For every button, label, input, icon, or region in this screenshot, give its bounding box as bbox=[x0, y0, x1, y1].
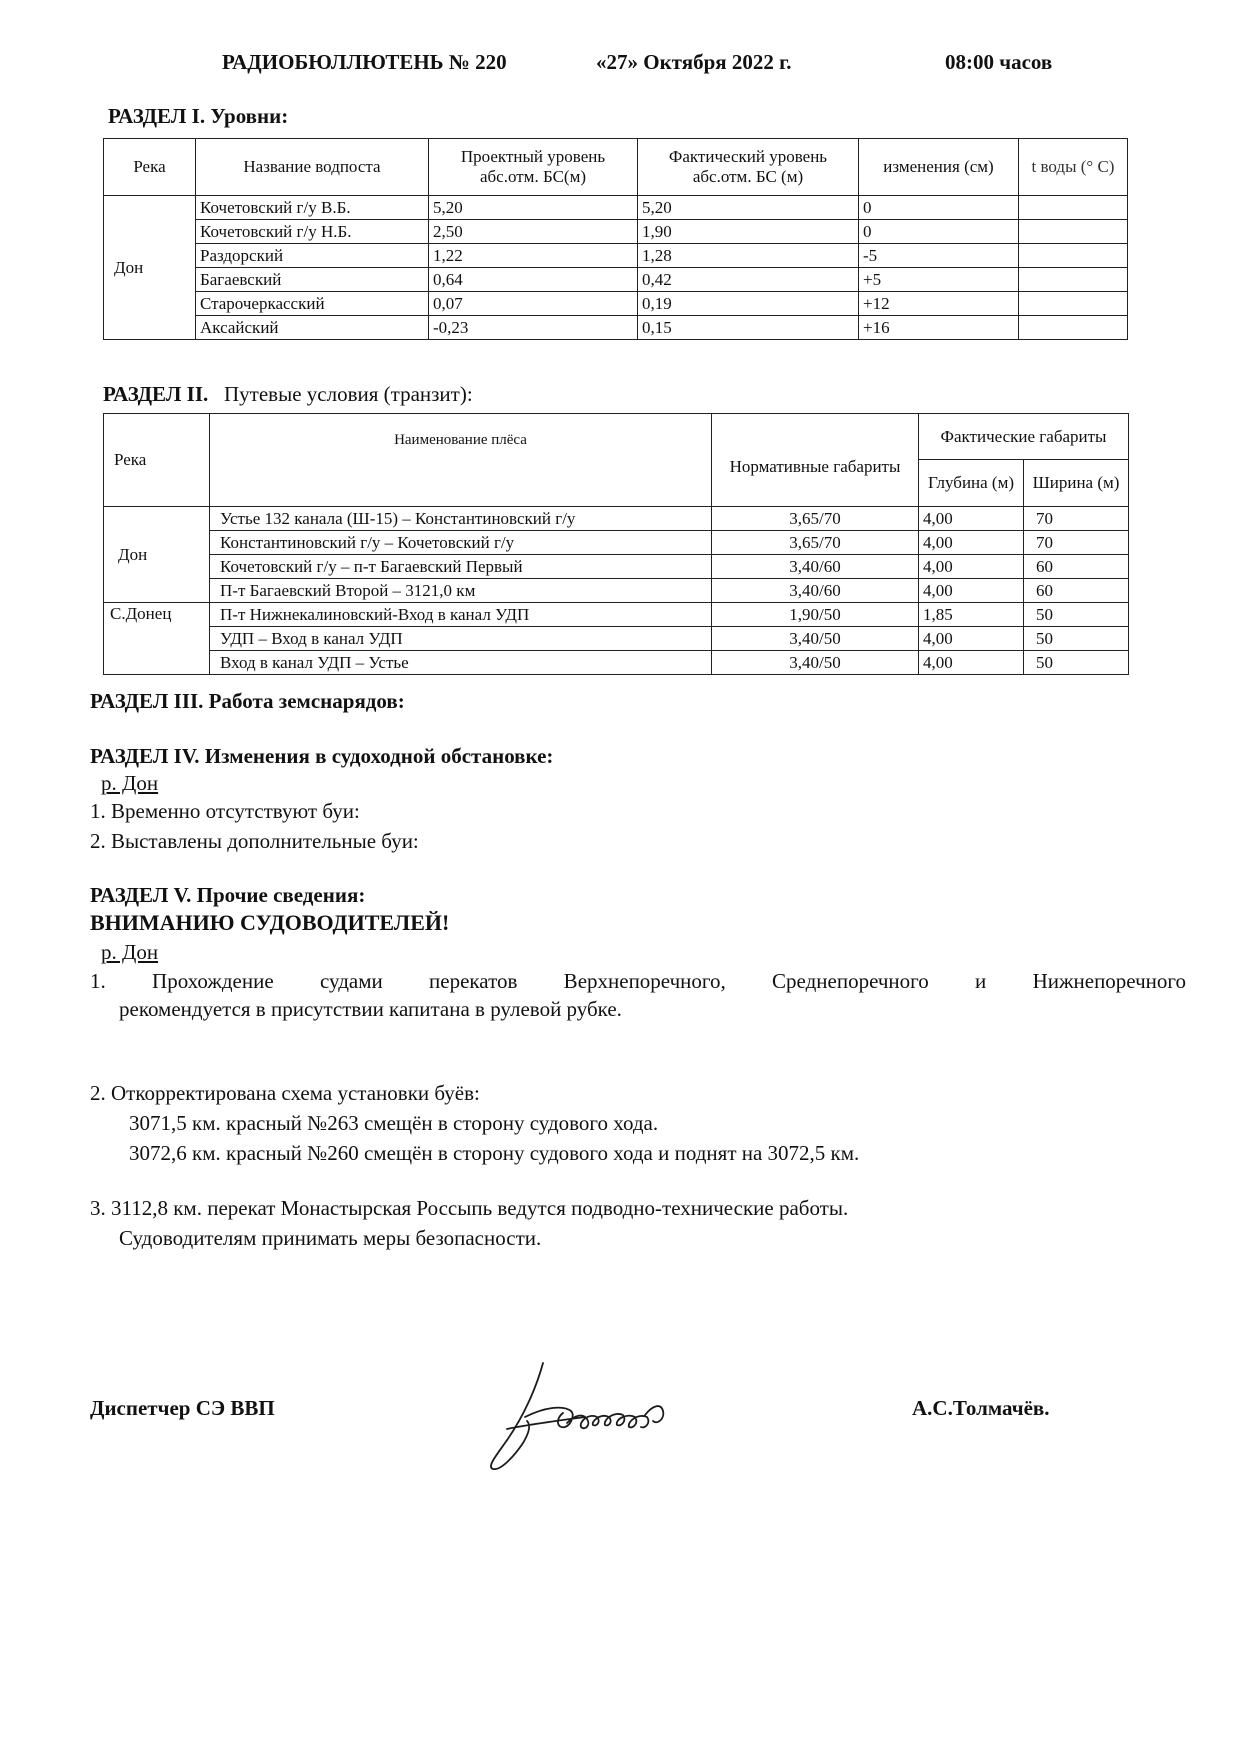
table-row bbox=[104, 244, 1128, 268]
width-cell: 60 bbox=[1024, 555, 1129, 579]
attention-heading: ВНИМАНИЮ СУДОВОДИТЕЛЕЙ! bbox=[90, 910, 450, 935]
col-header-actual-level: Фактический уровень абс.отм. БС (м) bbox=[638, 139, 859, 196]
temp-cell bbox=[1019, 244, 1128, 268]
col-header-stretch: Наименование плёса bbox=[210, 414, 712, 507]
actual-cell: 1,90 bbox=[638, 220, 859, 244]
section-5-title: РАЗДЕЛ V. Прочие сведения: bbox=[90, 883, 366, 907]
section-4-item-1: 1. Временно отсутствуют буи: bbox=[90, 799, 360, 823]
table-row bbox=[104, 268, 1128, 292]
post-cell: Кочетовский г/у В.Б. bbox=[196, 196, 429, 220]
normative-cell: 3,40/50 bbox=[712, 627, 919, 651]
levels-table bbox=[103, 138, 1128, 340]
post-cell: Раздорский bbox=[196, 244, 429, 268]
col-header-water-temp: t воды (° С) bbox=[1019, 139, 1128, 196]
actual-cell: 0,15 bbox=[638, 316, 859, 340]
actual-cell: 0,19 bbox=[638, 292, 859, 316]
actual-cell: 5,20 bbox=[638, 196, 859, 220]
section-4-river: р. Дон bbox=[101, 771, 159, 795]
depth-cell: 4,00 bbox=[919, 531, 1024, 555]
design-cell: 1,22 bbox=[429, 244, 638, 268]
design-cell: 0,07 bbox=[429, 292, 638, 316]
design-cell: -0,23 bbox=[429, 316, 638, 340]
depth-cell: 4,00 bbox=[919, 627, 1024, 651]
depth-cell: 4,00 bbox=[919, 579, 1024, 603]
col-header-change: изменения (см) bbox=[859, 139, 1019, 196]
post-cell: Аксайский bbox=[196, 316, 429, 340]
section-5-item-2-line-1: 2. Откорректирована схема установки буёв: bbox=[90, 1081, 480, 1105]
river-cell: Дон bbox=[104, 196, 196, 340]
stretch-cell: Вход в канал УДП – Устье bbox=[210, 651, 712, 675]
route-header-row bbox=[104, 414, 1129, 460]
depth-cell: 4,00 bbox=[919, 555, 1024, 579]
table-row bbox=[104, 531, 1129, 555]
width-cell: 60 bbox=[1024, 579, 1129, 603]
post-cell: Старочеркасский bbox=[196, 292, 429, 316]
col-header-width: Ширина (м) bbox=[1024, 460, 1129, 507]
normative-cell: 3,40/60 bbox=[712, 555, 919, 579]
width-cell: 50 bbox=[1024, 651, 1129, 675]
section-4-title: РАЗДЕЛ IV. Изменения в судоходной обстановке: bbox=[90, 744, 554, 768]
normative-cell: 1,90/50 bbox=[712, 603, 919, 627]
bulletin-date: «27» Октября 2022 г. bbox=[596, 50, 792, 74]
depth-cell: 4,00 bbox=[919, 507, 1024, 531]
normative-cell: 3,65/70 bbox=[712, 507, 919, 531]
section-2-title-text: Путевые условия (транзит): bbox=[224, 382, 473, 406]
section-2-title bbox=[103, 382, 473, 407]
section-3-title: РАЗДЕЛ III. Работа земснарядов: bbox=[90, 689, 405, 713]
bulletin-time: 08:00 часов bbox=[945, 50, 1053, 74]
stretch-cell: Кочетовский г/у – п-т Багаевский Первый bbox=[210, 555, 712, 579]
table-row bbox=[104, 651, 1129, 675]
section-4-item-2: 2. Выставлены дополнительные буи: bbox=[90, 829, 419, 853]
river-cell: С.Донец bbox=[104, 603, 210, 675]
section-5-item-2-line-2: 3071,5 км. красный №263 смещён в сторону судового хода. bbox=[129, 1111, 659, 1135]
levels-header-row bbox=[104, 139, 1128, 196]
design-cell: 5,20 bbox=[429, 196, 638, 220]
post-cell: Кочетовский г/у Н.Б. bbox=[196, 220, 429, 244]
change-cell: +16 bbox=[859, 316, 1019, 340]
temp-cell bbox=[1019, 220, 1128, 244]
section-5-item-1-line-2: рекомендуется в присутствии капитана в рулевой рубке. bbox=[119, 997, 622, 1021]
temp-cell bbox=[1019, 196, 1128, 220]
table-row bbox=[104, 316, 1128, 340]
actual-cell: 0,42 bbox=[638, 268, 859, 292]
stretch-cell: П-т Багаевский Второй – 3121,0 км bbox=[210, 579, 712, 603]
col-header-normative: Нормативные габариты bbox=[712, 414, 919, 507]
dispatcher-position: Диспетчер СЭ ВВП bbox=[90, 1396, 275, 1420]
change-cell: -5 bbox=[859, 244, 1019, 268]
normative-cell: 3,40/60 bbox=[712, 579, 919, 603]
river-cell: Дон bbox=[104, 507, 210, 603]
width-cell: 50 bbox=[1024, 603, 1129, 627]
bulletin-header bbox=[222, 50, 1122, 80]
table-row bbox=[104, 196, 1128, 220]
depth-cell: 4,00 bbox=[919, 651, 1024, 675]
section-1-title-text: РАЗДЕЛ I. Уровни: bbox=[108, 104, 289, 128]
section-5-item-2-line-3: 3072,6 км. красный №260 смещён в сторону судового хода и поднят на 3072,5 км. bbox=[129, 1141, 860, 1165]
width-cell: 70 bbox=[1024, 531, 1129, 555]
stretch-cell: П-т Нижнекалиновский-Вход в канал УДП bbox=[210, 603, 712, 627]
design-cell: 2,50 bbox=[429, 220, 638, 244]
table-row bbox=[104, 507, 1129, 531]
normative-cell: 3,65/70 bbox=[712, 531, 919, 555]
table-row bbox=[104, 603, 1129, 627]
section-2-title-bold: РАЗДЕЛ II. bbox=[103, 382, 209, 406]
stretch-cell: Устье 132 канала (Ш-15) – Константиновский г/у bbox=[210, 507, 712, 531]
route-conditions-table bbox=[103, 413, 1129, 675]
section-1-title bbox=[108, 104, 288, 129]
temp-cell bbox=[1019, 292, 1128, 316]
col-header-river: Река bbox=[104, 139, 196, 196]
col-header-river: Река bbox=[104, 414, 210, 507]
section-5-river: р. Дон bbox=[101, 940, 159, 964]
table-row bbox=[104, 292, 1128, 316]
width-cell: 70 bbox=[1024, 507, 1129, 531]
col-header-depth: Глубина (м) bbox=[919, 460, 1024, 507]
change-cell: 0 bbox=[859, 220, 1019, 244]
table-row bbox=[104, 579, 1129, 603]
design-cell: 0,64 bbox=[429, 268, 638, 292]
section-5-item-3-line-1: 3. 3112,8 км. перекат Монастырская Россыпь ведутся подводно-технические работы. bbox=[90, 1196, 849, 1220]
bulletin-title: РАДИОБЮЛЛЮТЕНЬ № 220 bbox=[222, 50, 507, 74]
stretch-cell: УДП – Вход в канал УДП bbox=[210, 627, 712, 651]
depth-cell: 1,85 bbox=[919, 603, 1024, 627]
table-row bbox=[104, 220, 1128, 244]
stretch-cell: Константиновский г/у – Кочетовский г/у bbox=[210, 531, 712, 555]
change-cell: +12 bbox=[859, 292, 1019, 316]
dispatcher-name: А.С.Толмачёв. bbox=[912, 1396, 1050, 1420]
normative-cell: 3,40/50 bbox=[712, 651, 919, 675]
width-cell: 50 bbox=[1024, 627, 1129, 651]
handwritten-signature bbox=[485, 1355, 715, 1475]
section-5-item-1-line-1: 1. Прохождение судами перекатов Верхнепоречного, Среднепоречного и Нижнепоречного bbox=[90, 969, 1186, 993]
section-5-item-3-line-2: Судоводителям принимать меры безопасности. bbox=[119, 1226, 542, 1250]
actual-cell: 1,28 bbox=[638, 244, 859, 268]
change-cell: +5 bbox=[859, 268, 1019, 292]
temp-cell bbox=[1019, 268, 1128, 292]
col-header-design-level: Проектный уровень абс.отм. БС(м) bbox=[429, 139, 638, 196]
table-row bbox=[104, 627, 1129, 651]
col-header-post: Название водпоста bbox=[196, 139, 429, 196]
col-header-actual-group: Фактические габариты bbox=[919, 414, 1129, 460]
post-cell: Багаевский bbox=[196, 268, 429, 292]
change-cell: 0 bbox=[859, 196, 1019, 220]
table-row bbox=[104, 555, 1129, 579]
temp-cell bbox=[1019, 316, 1128, 340]
